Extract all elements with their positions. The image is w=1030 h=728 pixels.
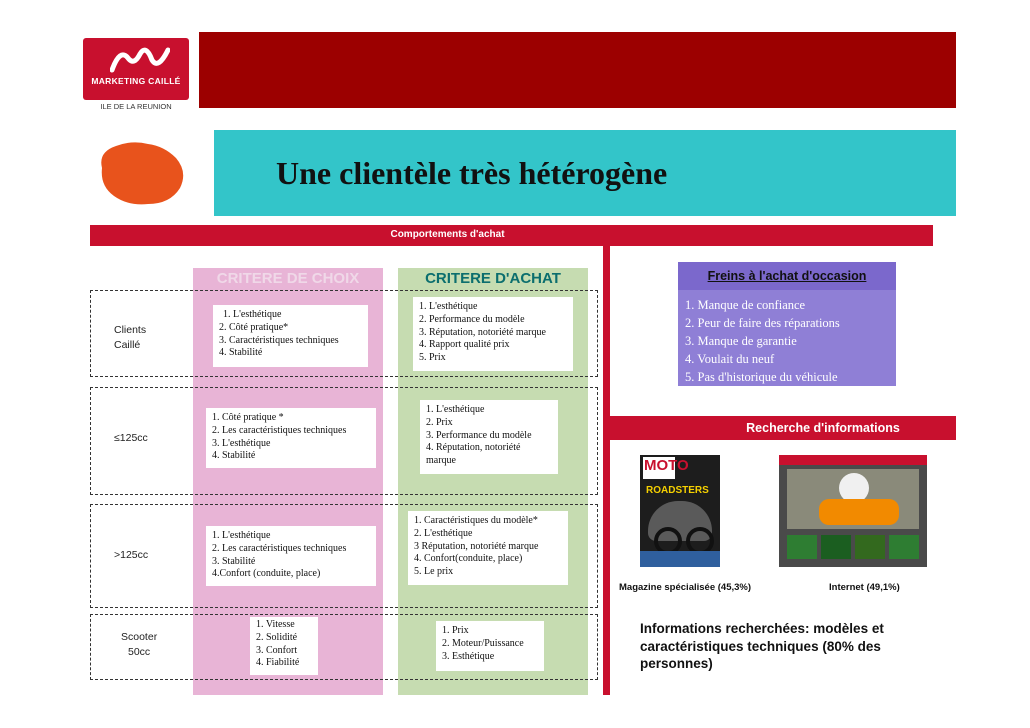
achat-box: 1. L'esthétique 2. Prix 3. Performance du modèle 4. Réputation, notoriété marque (420, 400, 558, 474)
internet-caption: Internet (49,1%) (829, 582, 900, 593)
row-label: >125cc (114, 549, 149, 561)
header-bar (199, 32, 956, 108)
choix-box: 1. L'esthétique 2. Côté pratique* 3. Caractéristiques techniques 4. Stabilité (213, 305, 368, 367)
recherche-title: Recherche d'informations (746, 421, 900, 435)
achat-box: 1. Caractéristiques du modèle* 2. L'esthétique 3 Réputation, notoriété marque 4. Confort(conduite, place) 5. Le prix (408, 511, 568, 585)
island-shape-icon (92, 138, 190, 208)
critere-achat-heading: CRITERE D'ACHAT (425, 270, 561, 287)
choix-box: 1. Côté pratique * 2. Les caractéristiques techniques 3. L'esthétique 4. Stabilité (206, 408, 376, 468)
row-label: ≤125cc (114, 432, 148, 444)
logo-text: MARKETING CAILLÉ (91, 76, 181, 86)
row-label: Scooter 50cc (121, 631, 158, 658)
logo-subtitle: ILE DE LA REUNION (100, 102, 172, 111)
vertical-divider (603, 246, 610, 695)
magazine-cover-image (640, 455, 720, 567)
freins-item: 4. Voulait du neuf (685, 352, 775, 366)
page-title: Une clientèle très hétérogène (276, 155, 668, 191)
logo-m-icon (110, 44, 170, 74)
freins-item: 1. Manque de confiance (685, 298, 806, 312)
magazine-headline: ROADSTERS (646, 485, 709, 496)
critere-choix-heading: CRITERE DE CHOIX (216, 270, 360, 287)
row-label: Clients Caillé (114, 324, 147, 351)
freins-item: 2. Peur de faire des réparations (685, 316, 840, 330)
magazine-caption: Magazine spécialisée (45,3%) (619, 582, 752, 593)
magazine-logo-text: MOTO (644, 457, 689, 474)
freins-item: 3. Manque de garantie (685, 334, 797, 348)
freins-list (685, 296, 840, 386)
comportements-label: Comportements d'achat (390, 229, 505, 240)
informations-text: Informations recherchées: modèles et caractéristiques techniques (80% des personnes) (640, 621, 884, 671)
achat-box: 1. L'esthétique 2. Performance du modèle 3. Réputation, notoriété marque 4. Rapport qualité prix 5. Prix (413, 297, 573, 371)
website-screenshot-image (779, 455, 927, 567)
achat-box: 1. Prix 2. Moteur/Puissance 3. Esthétique (436, 621, 544, 671)
choix-box: 1. L'esthétique 2. Les caractéristiques techniques 3. Stabilité 4.Confort (conduite, place) (206, 526, 376, 586)
freins-item: 5. Pas d'historique du véhicule (685, 370, 838, 384)
choix-box: 1. Vitesse 2. Solidité 3. Confort 4. Fiabilité (250, 617, 318, 675)
freins-title: Freins à l'achat d'occasion (707, 269, 867, 283)
